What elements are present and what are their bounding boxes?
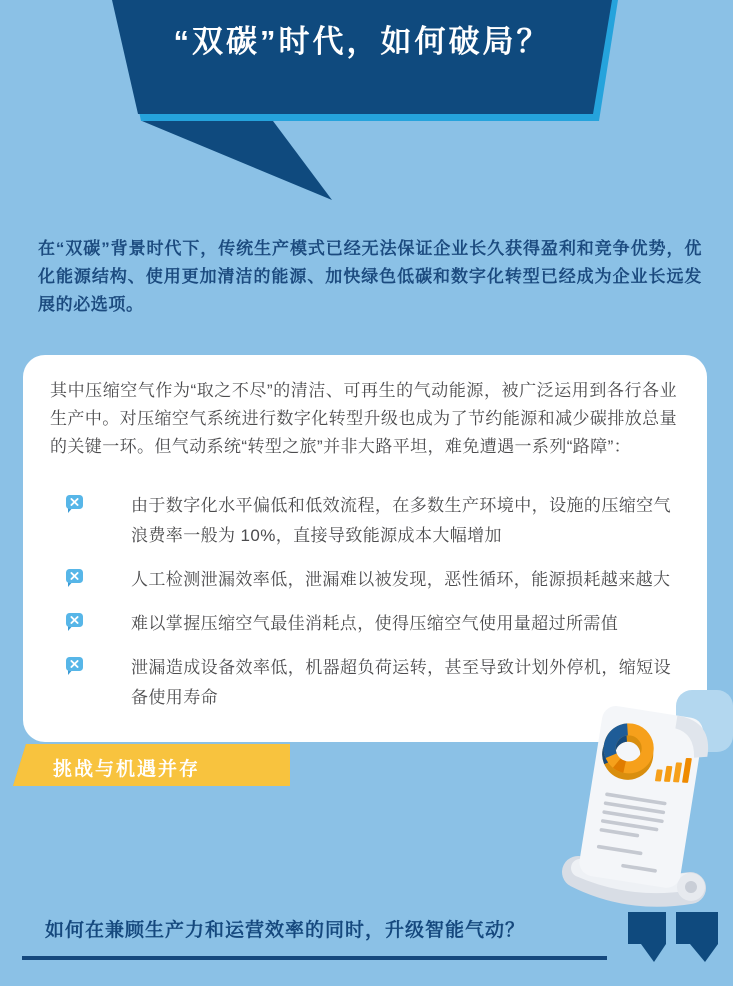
page-title: “双碳”时代，如何破局？ — [173, 24, 551, 59]
scroll-report-illustration — [560, 704, 733, 916]
card-paragraph: 其中压缩空气作为“取之不尽”的清洁、可再生的气动能源，被广泛运用到各行各业生产中。对压缩空气系统进行数字化转型升级也成为了节约能源和减少碳排放总量的关键一环。但气动系统“转型之旅”并非大路平坦，难免遭遇一系列“路障”： — [50, 381, 677, 456]
chat-bubble-x-icon — [64, 612, 85, 633]
double-quote-icon — [626, 912, 726, 964]
pain-points-card — [23, 355, 707, 742]
list-item — [50, 565, 677, 595]
section-banner-label: 挑战与机遇并存 — [53, 759, 201, 780]
bullet-text: 由于数字化水平偏低和低效流程，在多数生产环境中，设施的压缩空气浪费率一般为 10%，直接导致能源成本大幅增加 — [131, 496, 671, 545]
chat-bubble-x-icon — [64, 568, 85, 589]
divider-line — [22, 956, 607, 960]
list-item — [50, 491, 677, 551]
list-item — [50, 609, 677, 639]
chat-bubble-x-icon — [64, 494, 85, 515]
scroll-paper — [577, 704, 713, 891]
intro-paragraph: 在“双碳”背景时代下，传统生产模式已经无法保证企业长久获得盈利和竞争优势，优化能源结构、使用更加清洁的能源、加快绿色低碳和数字化转型已经成为企业长远发展的必选项。 — [38, 239, 702, 314]
bullet-text: 人工检测泄漏效率低，泄漏难以被发现，恶性循环，能源损耗越来越大 — [131, 570, 671, 589]
chat-bubble-x-icon — [64, 656, 85, 677]
closing-question: 如何在兼顾生产力和运营效率的同时，升级智能气动？ — [45, 920, 526, 941]
pain-points-list — [50, 491, 677, 713]
bullet-text: 难以掌握压缩空气最佳消耗点，使得压缩空气使用量超过所需值 — [131, 614, 619, 633]
section-banner — [13, 744, 290, 786]
bullet-text: 泄漏造成设备效率低，机器超负荷运转，甚至导致计划外停机，缩短设备使用寿命 — [131, 658, 671, 707]
